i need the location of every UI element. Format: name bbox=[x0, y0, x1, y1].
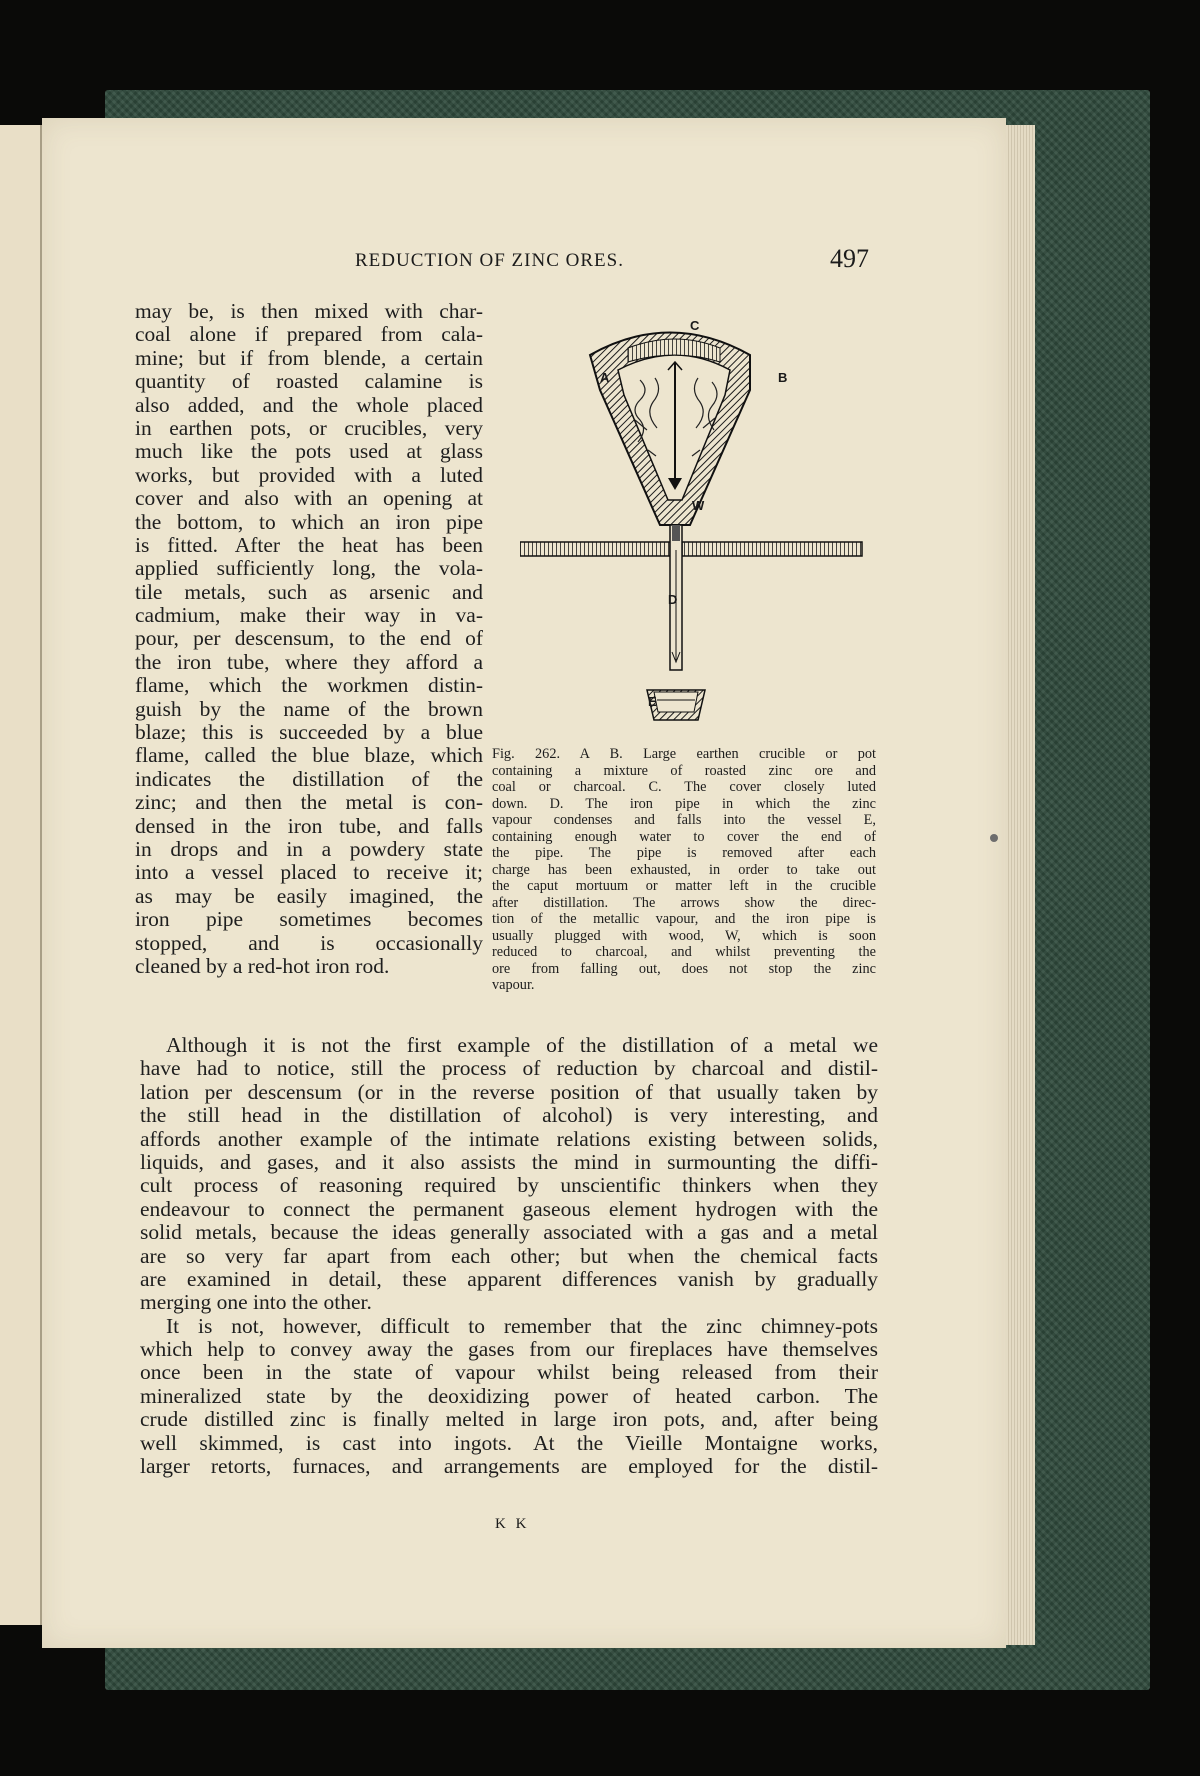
text-line: coal alone if prepared from cala- bbox=[135, 323, 483, 347]
text-line: liquids, and gases, and it also assists the mind in surmounting the diffi- bbox=[140, 1150, 878, 1174]
text-line: as may be easily imagined, the bbox=[135, 884, 483, 908]
label-d: D bbox=[668, 592, 678, 607]
text-line: cover and also with an opening at bbox=[135, 487, 483, 511]
text-line: guish by the name of the brown bbox=[135, 697, 483, 721]
text-line: into a vessel placed to receive it; bbox=[135, 861, 483, 885]
text-line: have had to notice, still the process of reduction by charcoal and distil- bbox=[140, 1057, 878, 1081]
caption-line: vapour condenses and falls into the vessel E, bbox=[492, 812, 876, 828]
text-line: may be, is then mixed with char- bbox=[135, 300, 483, 323]
text-line: the bottom, to which an iron pipe bbox=[135, 510, 483, 534]
text-line: much like the pots used at glass bbox=[135, 440, 483, 464]
text-line: also added, and the whole placed bbox=[135, 393, 483, 417]
text-line: mine; but if from blende, a certain bbox=[135, 346, 483, 370]
text-line: well skimmed, is cast into ingots. At the Vieille Montaigne works, bbox=[140, 1431, 878, 1455]
text-line: the iron tube, where they afford a bbox=[135, 650, 483, 674]
text-line: iron pipe sometimes becomes bbox=[135, 908, 483, 932]
text-line: crude distilled zinc is finally melted in large iron pots, and, after being bbox=[140, 1408, 878, 1432]
text-line: mineralized state by the deoxidizing power of heated carbon. The bbox=[140, 1384, 878, 1408]
text-line: cult process of reasoning required by unscientific thinkers when they bbox=[140, 1174, 878, 1198]
text-line: which help to convey away the gases from our fireplaces have themselves bbox=[140, 1338, 878, 1362]
text-line: cleaned by a red-hot iron rod. bbox=[135, 954, 390, 978]
caption-line: after distillation. The arrows show the direc- bbox=[492, 894, 876, 911]
text-line: is fitted. After the heat has been bbox=[135, 533, 483, 557]
text-line: lation per descensum (or in the reverse position of that usually taken by bbox=[140, 1080, 878, 1104]
text-line: flame, called the blue blaze, which bbox=[135, 744, 483, 768]
caption-line: containing a mixture of roasted zinc ore and bbox=[492, 762, 876, 779]
text-line: affords another example of the intimate relations existing between solids, bbox=[140, 1127, 878, 1151]
text-line: indicates the distillation of the bbox=[135, 767, 483, 791]
text-line: pour, per descensum, to the end of bbox=[135, 627, 483, 651]
caption-line: the pipe. The pipe is removed after each bbox=[492, 845, 876, 861]
caption-line: tion of the metallic vapour, and the iron pipe is bbox=[492, 911, 876, 927]
full-width-text bbox=[140, 1034, 878, 1478]
figure-caption bbox=[492, 746, 876, 994]
text-line: densed in the iron tube, and falls bbox=[135, 814, 483, 838]
text-line: are examined in detail, these apparent differences vanish by gradually bbox=[140, 1267, 878, 1291]
label-c: C bbox=[690, 318, 700, 333]
text-line: in drops and in a powdery state bbox=[135, 837, 483, 861]
caption-line: ore from falling out, does not stop the zinc bbox=[492, 960, 876, 977]
crucible-illustration bbox=[520, 300, 870, 730]
text-line: solid metals, because the ideas generally associated with a gas and a metal bbox=[140, 1221, 878, 1245]
text-line: the still head in the distillation of alcohol) is very interesting, and bbox=[140, 1104, 878, 1128]
caption-line: containing enough water to cover the end of bbox=[492, 828, 876, 845]
text-line: Although it is not the first example of the distillation of a metal we bbox=[166, 1034, 878, 1057]
text-line: quantity of roasted calamine is bbox=[135, 370, 483, 394]
text-line: flame, which the workmen distin- bbox=[135, 674, 483, 698]
caption-line: charge has been exhausted, in order to take out bbox=[492, 861, 876, 878]
left-column-text bbox=[135, 300, 483, 978]
facing-page-edge bbox=[0, 125, 42, 1625]
caption-line: vapour. bbox=[492, 977, 535, 993]
text-line: It is not, however, difficult to remember that the zinc chimney-pots bbox=[166, 1314, 878, 1338]
page-blemish bbox=[990, 834, 998, 842]
text-line: cadmium, make their way in va- bbox=[135, 604, 483, 628]
caption-line: the caput mortuum or matter left in the crucible bbox=[492, 878, 876, 894]
running-title: REDUCTION OF ZINC ORES. bbox=[355, 250, 624, 271]
text-line: merging one into the other. bbox=[140, 1291, 372, 1315]
label-a: A bbox=[600, 370, 610, 385]
text-line: zinc; and then the metal is con- bbox=[135, 791, 483, 815]
text-line: larger retorts, furnaces, and arrangements are employed for the distil- bbox=[140, 1455, 878, 1479]
text-line: once been in the state of vapour whilst being released from their bbox=[140, 1361, 878, 1385]
crucible-diagram bbox=[520, 300, 870, 730]
caption-line: Fig. 262. A B. Large earthen crucible or pot bbox=[492, 746, 876, 762]
text-line: endeavour to connect the permanent gaseous element hydrogen with the bbox=[140, 1197, 878, 1221]
text-line: tile metals, such as arsenic and bbox=[135, 580, 483, 604]
text-line: works, but provided with a luted bbox=[135, 463, 483, 487]
caption-line: down. D. The iron pipe in which the zinc bbox=[492, 795, 876, 812]
page-number: 497 bbox=[830, 244, 869, 273]
caption-line: usually plugged with wood, W, which is soon bbox=[492, 927, 876, 944]
label-b: B bbox=[778, 370, 788, 385]
text-line: blaze; this is succeeded by a blue bbox=[135, 721, 483, 745]
text-line: stopped, and is occasionally bbox=[135, 931, 483, 955]
text-line: in earthen pots, or crucibles, very bbox=[135, 416, 483, 440]
signature-mark: K K bbox=[495, 1516, 530, 1532]
label-e: E bbox=[648, 694, 657, 709]
caption-line: reduced to charcoal, and whilst preventing the bbox=[492, 944, 876, 960]
label-w: W bbox=[692, 498, 705, 513]
text-line: applied sufficiently long, the vola- bbox=[135, 557, 483, 581]
caption-line: coal or charcoal. C. The cover closely luted bbox=[492, 779, 876, 795]
text-line: are so very far apart from each other; but when the chemical facts bbox=[140, 1244, 878, 1268]
